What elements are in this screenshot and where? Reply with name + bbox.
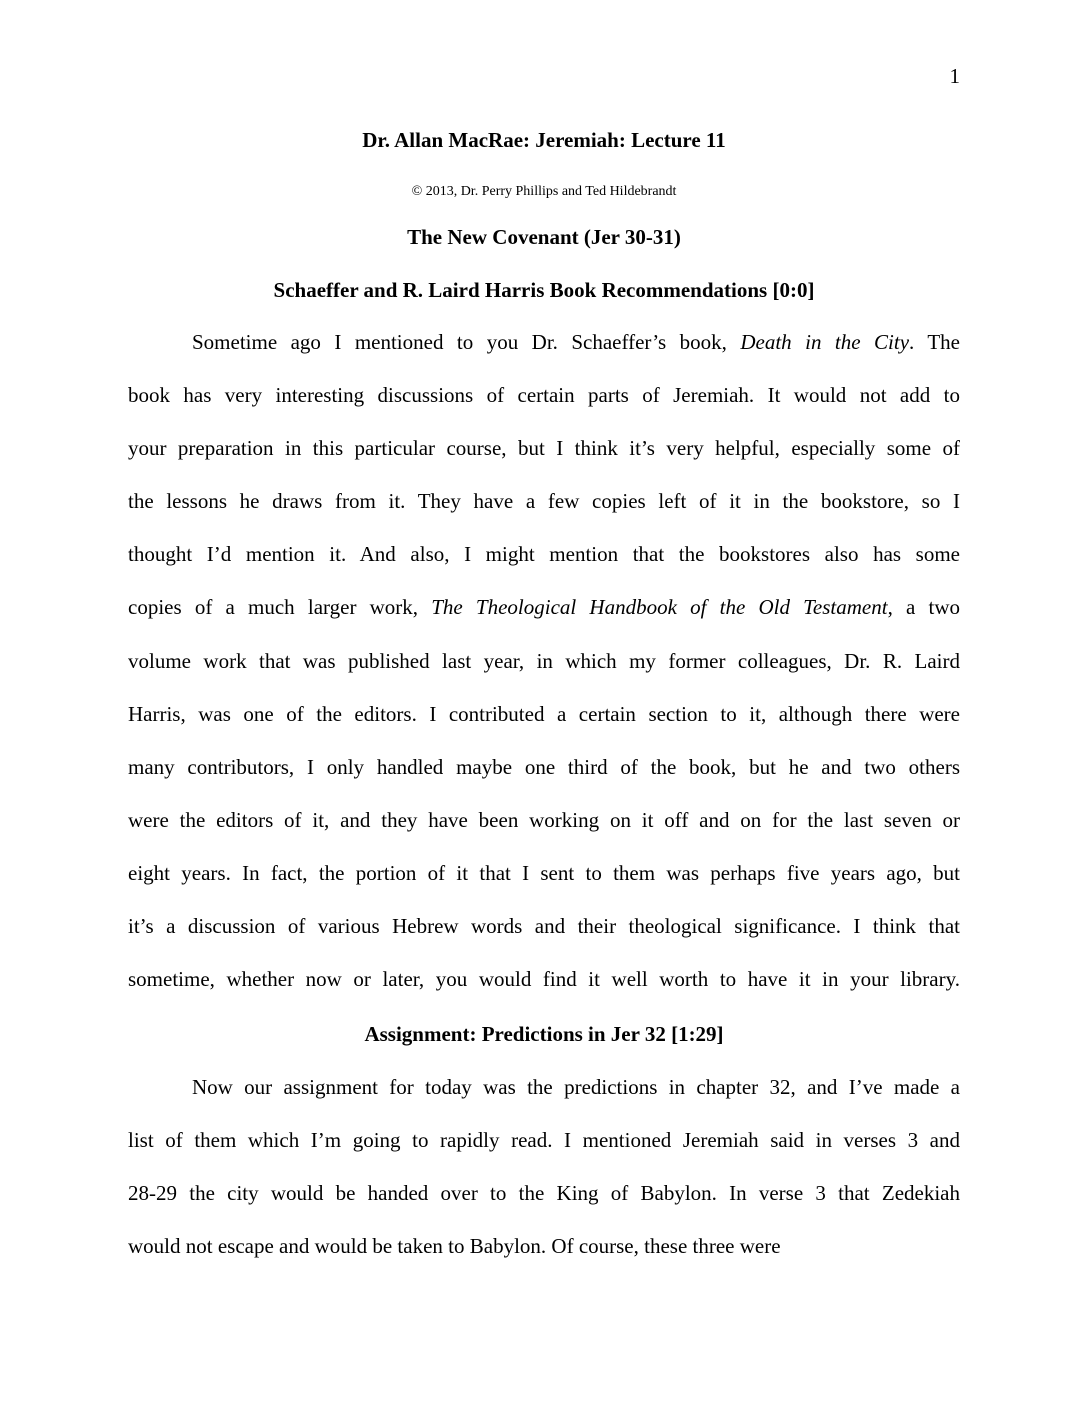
paragraph-assignment [128, 1061, 960, 1273]
paragraph-line: Harris, was one of the editors. I contributed a certain section to it, although there were [128, 701, 960, 726]
paragraph-line: would not escape and would be taken to Babylon. Of course, these three were [128, 1234, 781, 1259]
paragraph-line: list of them which I’m going to rapidly read. I mentioned Jeremiah said in verses 3 and [128, 1128, 960, 1153]
paragraph-line: it’s a discussion of various Hebrew words and their theological significance. I think that [128, 914, 960, 939]
paragraph-line: were the editors of it, and they have been working on it off and on for the last seven or [128, 807, 960, 832]
paragraph-line: volume work that was published last year, in which my former colleagues, Dr. R. Laird [128, 648, 960, 673]
paragraph-line: eight years. In fact, the portion of it that I sent to them was perhaps five years ago, but [128, 860, 960, 885]
paragraph-book-recommendations [128, 316, 960, 1006]
section-heading-new-covenant: The New Covenant (Jer 30-31) [407, 225, 681, 249]
book-title-theological-handbook: The Theological Handbook of the Old Testament [431, 595, 888, 620]
page-number: 1 [949, 64, 960, 88]
paragraph-line: Now our assignment for today was the predictions in chapter 32, and I’ve made a [192, 1075, 960, 1099]
paragraph-line: your preparation in this particular course, but I think it’s very helpful, especially some of [128, 436, 960, 461]
paragraph-line: 28-29 the city would be handed over to the King of Babylon. In verse 3 that Zedekiah [128, 1181, 960, 1206]
section-heading-assignment: Assignment: Predictions in Jer 32 [1:29] [364, 1022, 724, 1046]
paragraph-line: Sometime ago I mentioned to you Dr. Schaeffer’s book, Death in the City. The [192, 330, 960, 354]
paragraph-line: copies of a much larger work, The Theological Handbook of the Old Testament, a two [128, 595, 961, 620]
paragraph-line: many contributors, I only handled maybe one third of the book, but he and two others [128, 754, 960, 779]
paragraph-line: book has very interesting discussions of certain parts of Jeremiah. It would not add to [128, 383, 960, 408]
paragraph-line: sometime, whether now or later, you would find it well worth to have it in your library. [128, 967, 960, 992]
paragraph-line: thought I’d mention it. And also, I might mention that the bookstores also has some [128, 542, 960, 567]
section-subheading-book-recommendations: Schaeffer and R. Laird Harris Book Recommendations [0:0] [273, 278, 815, 302]
paragraph-line: the lessons he draws from it. They have a few copies left of it in the bookstore, so I [128, 489, 960, 514]
copyright-notice: © 2013, Dr. Perry Phillips and Ted Hildebrandt [411, 184, 677, 199]
document-title: Dr. Allan MacRae: Jeremiah: Lecture 11 [362, 128, 726, 152]
book-title-death-in-the-city: Death in the City [740, 330, 910, 354]
